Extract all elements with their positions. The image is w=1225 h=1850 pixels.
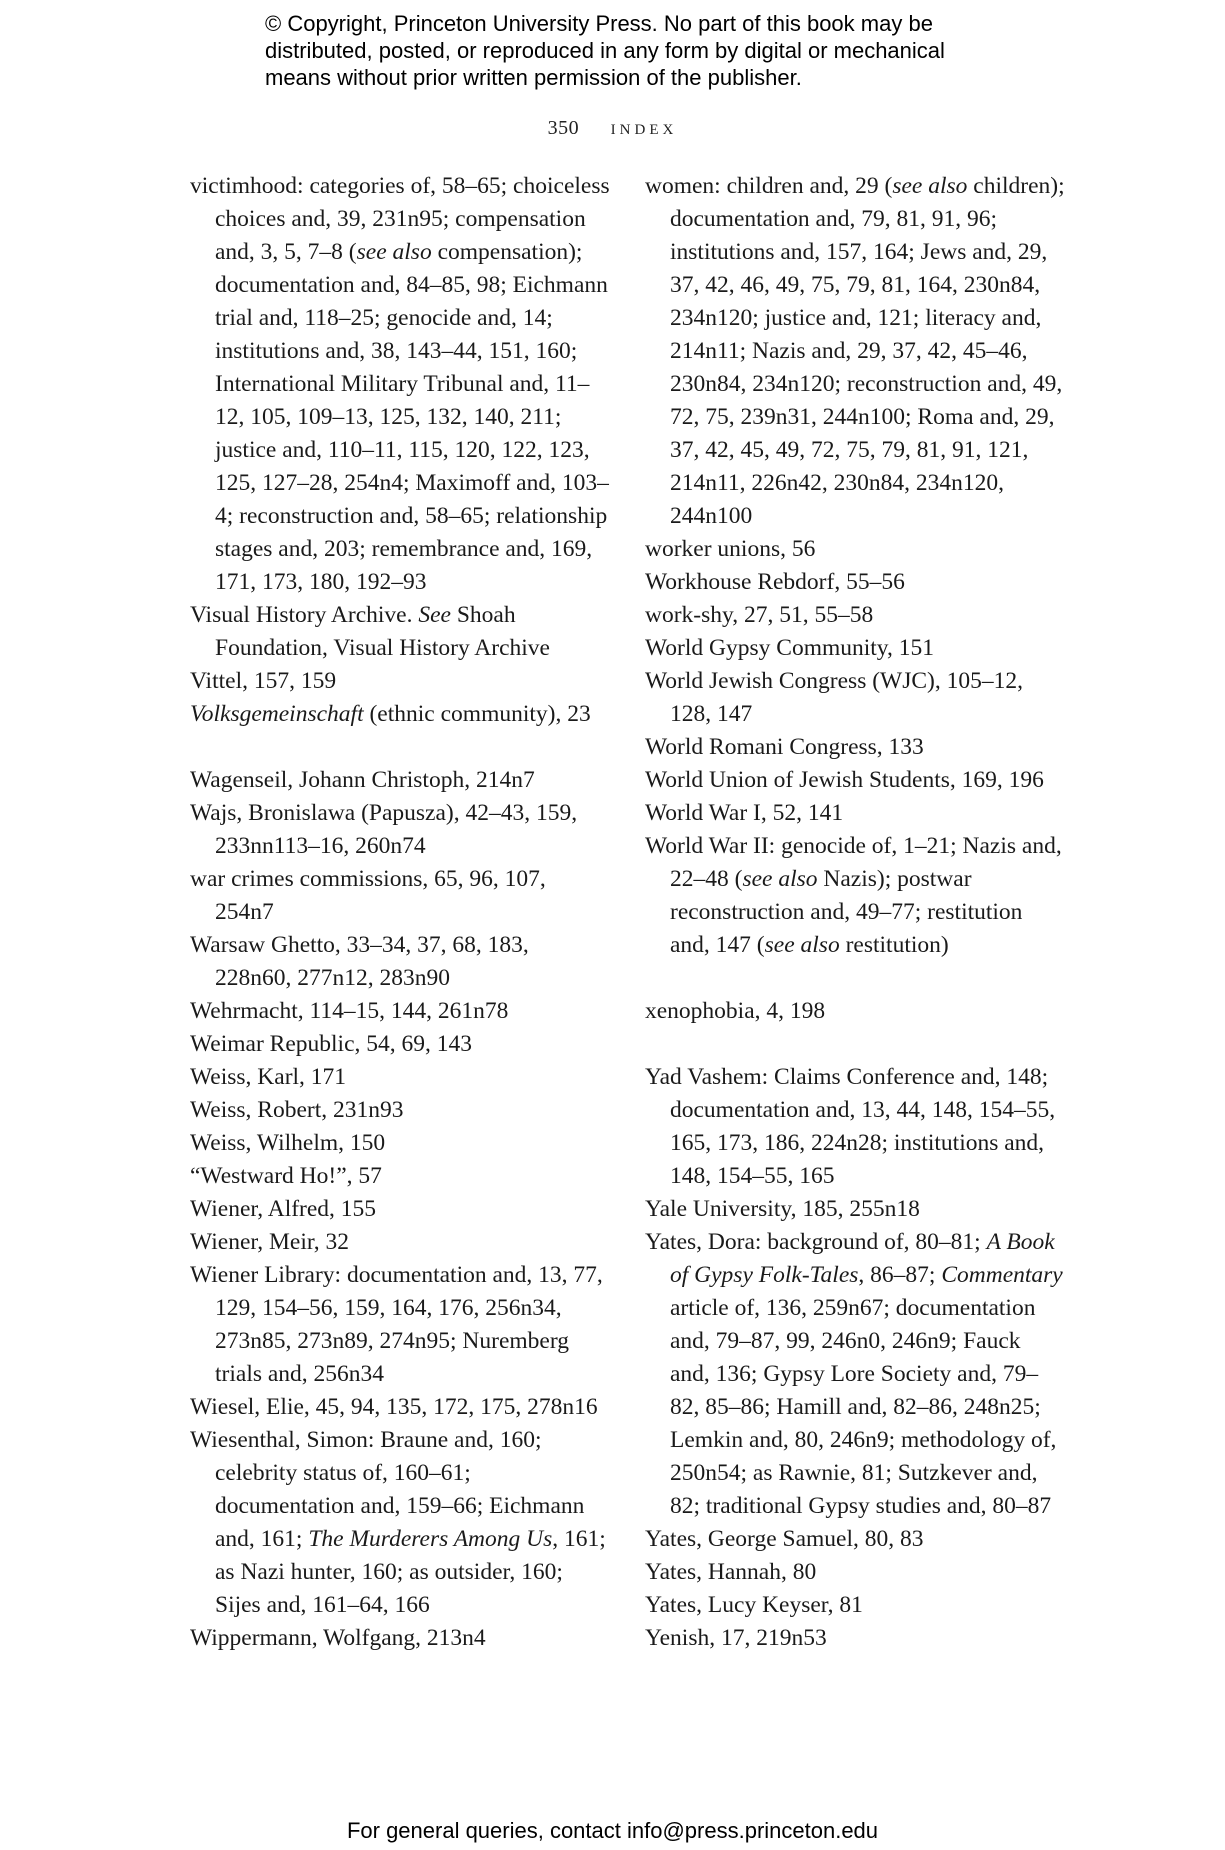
index-entry [645,1589,1065,1622]
index-entry-text: World Gypsy Community, 151 [645,635,935,661]
index-entry-text: , 161; as Nazi hunter, 160; as outsider, 160; Sijes and, 161–64, 166 [215,1526,606,1618]
index-entry-text: Yates, Dora: background of, 80–81; [645,1229,987,1255]
section-title: index [610,114,678,139]
running-head [0,114,1225,140]
index-entry-text: victimhood: categories of, 58–65; choiceless choices and, 39, 231n95; compensation and, 3, 5, 7–8 ( [190,173,610,265]
index-entry-text: Weiss, Karl, 171 [190,1064,347,1090]
index-entry-text: worker unions, 56 [645,536,816,562]
index-entry-italic-text: Volksgemeinschaft [190,701,364,727]
index-entry-italic-text: See [418,602,451,628]
index-entry-text: children); documentation and, 79, 81, 91, 96; institutions and, 157, 164; Jews and, 29, 37, 42, 46, 49, 75, 79, 81, 164, 230n84, 234n120; justice and, 121; literacy and, 214n11; Nazis and, 29, 37, 42, 45–46, 230n84, 234n120; reconstruction and, 49, 72, 75, 239n31, 244n100; Roma and, 29, 37, 42, 45, 49, 72, 75, 79, 81, 91, 121, 214n11, 226n42, 230n84, 234n120, 244n100 [670,173,1065,529]
index-entry-text: World War II: genocide of, 1–21; Nazis and, 22–48 ( [645,833,1062,892]
index-entry [645,1226,1065,1523]
index-entry-text: Yates, Lucy Keyser, 81 [645,1592,863,1618]
index-entry-text: women: children and, 29 ( [645,173,893,199]
index-entry [190,1424,610,1622]
index-entry-text: World War I, 52, 141 [645,800,844,826]
footer-contact: For general queries, contact info@press.princeton.edu [346,1818,879,1843]
index-entry-text: Yad Vashem: Claims Conference and, 148; documentation and, 13, 44, 148, 154–55, 165, 173, 186, 224n28; institutions and, 148, 154–55, 165 [645,1064,1056,1189]
index-entry [645,599,1065,632]
index-entry-text: Yenish, 17, 219n53 [645,1625,827,1651]
index-entry [645,764,1065,797]
index-entry [190,929,610,995]
index-entry [645,665,1065,731]
index-entry-text: Wajs, Bronislawa (Papusza), 42–43, 159, 233nn113–16, 260n74 [190,800,578,859]
index-entry [645,1523,1065,1556]
index-entry-text: work-shy, 27, 51, 55–58 [645,602,874,628]
index-entry [645,1622,1065,1655]
index-entry-text: Weimar Republic, 54, 69, 143 [190,1031,473,1057]
index-entry-text: xenophobia, 4, 198 [645,998,826,1024]
index-entry [190,1094,610,1127]
index-entry-text: article of, 136, 259n67; documentation and, 79–87, 99, 246n0, 246n9; Fauck and, 136; Gypsy Lore Society and, 79–82, 85–86; Hamill and, 82–86, 248n25; Lemkin and, 80, 246n9; methodology of, 250n54; as Rawnie, 81; Sutzkever and, 82; traditional Gypsy studies and, 80–87 [670,1295,1057,1519]
index-entry-text: compensation); documentation and, 84–85, 98; Eichmann trial and, 118–25; genocide and, 14; institutions and, 38, 143–44, 151, 160; International Military Tribunal and, 11–12, 105, 109–13, 125, 132, 140, 211; justice and, 110–11, 115, 120, 122, 123, 125, 127–28, 254n4; Maximoff and, 103–4; reconstruction and, 58–65; relationship stages and, 203; remembrance and, 169, 171, 173, 180, 192–93 [215,239,609,595]
index-entry-text: Shoah Foundation, Visual History Archive [215,602,550,661]
index-entry-italic-text: see also [356,239,432,265]
index-entry-text: Yale University, 185, 255n18 [645,1196,920,1222]
index-entry [645,830,1065,962]
index-entry [190,698,610,731]
index-entry [190,1160,610,1193]
index-entry-text: Workhouse Rebdorf, 55–56 [645,569,905,595]
index-entry [190,170,610,599]
index-entry-text: Wiener, Alfred, 155 [190,1196,377,1222]
index-entry-italic-text: see also [742,866,818,892]
index-entry-italic-text: A Book of Gypsy Folk-Tales [670,1229,1055,1288]
index-entry-text: Wippermann, Wolfgang, 213n4 [190,1625,486,1651]
index-entry-text: Wiener, Meir, 32 [190,1229,350,1255]
index-entry [645,731,1065,764]
index-entry [190,1127,610,1160]
index-entry-text: World Jewish Congress (WJC), 105–12, 128, 147 [645,668,1023,727]
index-entry [190,764,610,797]
index-entry-italic-text: Commentary [941,1262,1063,1288]
index-entry [645,1061,1065,1193]
index-entry-italic-text: see also [892,173,968,199]
index-entry-text: Wiener Library: documentation and, 13, 77, 129, 154–56, 159, 164, 176, 256n34, 273n85, 273n89, 274n95; Nuremberg trials and, 256n34 [190,1262,603,1387]
index-entry-text: “Westward Ho!”, 57 [190,1163,382,1189]
index-entry-text: World Romani Congress, 133 [645,734,924,760]
index-entry-text: Visual History Archive. [190,602,419,628]
index-entry-text: Yates, George Samuel, 80, 83 [645,1526,924,1552]
copyright-line: © Copyright, Princeton University Press. No part of this book may be [265,11,933,36]
index-entry-text: (ethnic community), 23 [363,701,591,727]
index-entry-text: Vittel, 157, 159 [190,668,337,694]
index-entry [190,1259,610,1391]
index-entry-italic-text: see also [764,932,840,958]
index-entry [190,797,610,863]
index-entry-italic-text: The Murderers Among Us [308,1526,553,1552]
index-entry [190,1622,610,1655]
index-entry [645,632,1065,665]
index-entry-text: Yates, Hannah, 80 [645,1559,817,1585]
index-entry-text: Nazis); postwar reconstruction and, 49–77; restitution and, 147 ( [670,866,1023,958]
index-entry [645,170,1065,533]
index-entry-text: Weiss, Wilhelm, 150 [190,1130,386,1156]
index-entry-text: war crimes commissions, 65, 96, 107, 254n7 [190,866,546,925]
index-entry-text: World Union of Jewish Students, 169, 196 [645,767,1044,793]
index-entry [190,1028,610,1061]
index-entry [190,863,610,929]
index-entry [190,1193,610,1226]
index-entry [645,566,1065,599]
index-column-right [645,170,1065,1655]
index-entry [645,995,1065,1028]
index-entry-text: Wiesel, Elie, 45, 94, 135, 172, 175, 278n16 [190,1394,598,1420]
index-entry-text: Wagenseil, Johann Christoph, 214n7 [190,767,535,793]
index-entry-text: Weiss, Robert, 231n93 [190,1097,404,1123]
index-entry [645,1193,1065,1226]
index-entry-text: Warsaw Ghetto, 33–34, 37, 68, 183, 228n60, 277n12, 283n90 [190,932,529,991]
index-entry [645,797,1065,830]
index-entry [190,1061,610,1094]
copyright-line: means without prior written permission of the publisher. [265,65,802,90]
index-column-left [190,170,610,1655]
index-entry [190,665,610,698]
copyright-line: distributed, posted, or reproduced in any form by digital or mechanical [265,38,945,63]
page-number: 350 [547,117,580,139]
copyright-notice [265,10,1025,91]
index-entry [190,1391,610,1424]
index-entry-text: , 86–87; [858,1262,942,1288]
index-entry-text: Wehrmacht, 114–15, 144, 261n78 [190,998,509,1024]
index-entry [645,533,1065,566]
index-entry [645,1556,1065,1589]
index-entry-text: restitution) [839,932,949,958]
index-entry [190,1226,610,1259]
index-entry-text: Wiesenthal, Simon: Braune and, 160; celebrity status of, 160–61; documentation and, 159–66; Eichmann and, 161; [190,1427,585,1552]
index-entry [190,599,610,665]
index-entry [190,995,610,1028]
